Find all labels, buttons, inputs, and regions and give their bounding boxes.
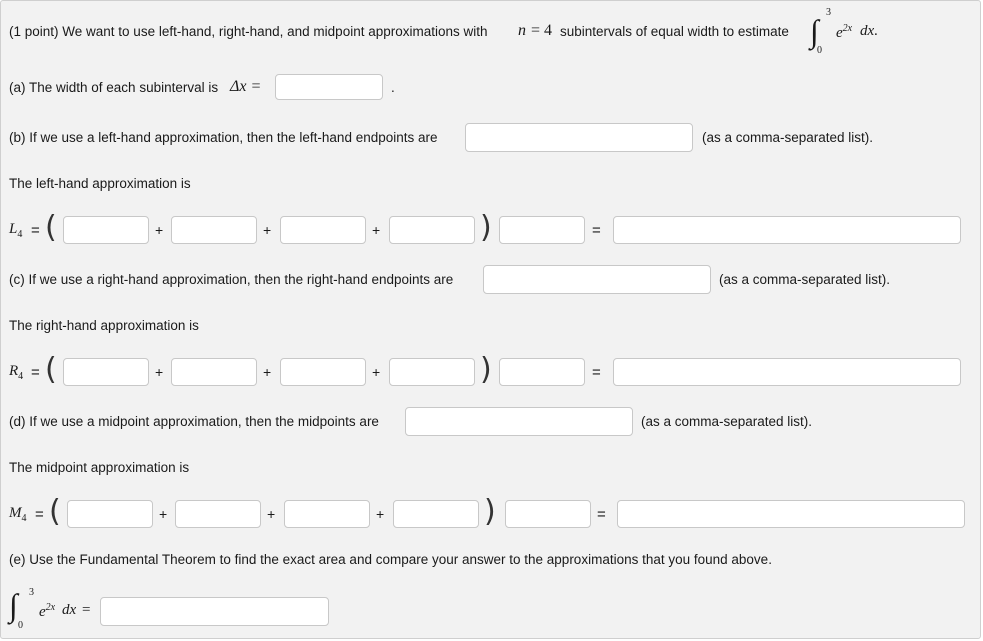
right-plus-3: + (372, 364, 381, 380)
mid-term-3-input[interactable] (284, 500, 370, 528)
integral-dx: dx (860, 23, 875, 39)
right-term-4-input[interactable] (389, 358, 475, 386)
mid-equals: = (597, 506, 606, 523)
right-approx-label: $R_4$ (9, 363, 24, 382)
integral-period: . (874, 23, 878, 39)
mid-plus-2: + (267, 506, 276, 522)
part-c-note: (as a comma-separated list). (719, 272, 891, 287)
exact-integral-dx: dx (62, 602, 77, 618)
mid-result-input[interactable] (617, 500, 965, 528)
right-approx-heading: The right-hand approximation is (9, 318, 199, 333)
mid-plus-3: + (376, 506, 385, 522)
left-plus-1: + (155, 222, 164, 238)
left-term-1-input[interactable] (63, 216, 149, 244)
left-term-2-input[interactable] (171, 216, 257, 244)
part-b-text: (b) If we use a left-hand approximation, then the left-hand endpoints are (9, 130, 438, 145)
part-d-text: (d) If we use a midpoint approximation, then the midpoints are (9, 414, 379, 429)
left-plus-3: + (372, 222, 381, 238)
left-approx-label: $L_4$ (9, 221, 23, 240)
integral-lower-limit: 0 (817, 45, 822, 56)
right-plus-1: + (155, 364, 164, 380)
left-multiplier-input[interactable] (499, 216, 585, 244)
right-approx-eq: = (31, 364, 40, 381)
left-term-4-input[interactable] (389, 216, 475, 244)
intro-n-eq: = 4 (531, 22, 553, 39)
part-b-note: (as a comma-separated list). (702, 130, 874, 145)
delta-x-input[interactable] (275, 74, 383, 100)
part-a-period: . (391, 80, 395, 95)
mid-multiplier-input[interactable] (505, 500, 591, 528)
mid-term-2-input[interactable] (175, 500, 261, 528)
right-term-1-input[interactable] (63, 358, 149, 386)
exact-integral-equals: = (82, 602, 91, 618)
left-approx-eq: = (31, 222, 40, 239)
right-close-paren: ) (480, 352, 492, 387)
left-plus-2: + (263, 222, 272, 238)
exact-integral-lower-limit: 0 (18, 620, 23, 631)
intro-text-2: subintervals of equal width to estimate (560, 24, 789, 39)
mid-open-paren: ( (49, 494, 61, 529)
part-d-note: (as a comma-separated list). (641, 414, 813, 429)
left-equals: = (592, 222, 601, 239)
mid-approx-label: $M_4$ (9, 505, 27, 524)
intro-n-var: n (518, 22, 526, 39)
part-a-text: (a) The width of each subinterval is (9, 80, 219, 95)
mid-term-4-input[interactable] (393, 500, 479, 528)
right-open-paren: ( (45, 352, 57, 387)
right-term-3-input[interactable] (280, 358, 366, 386)
part-c-text: (c) If we use a right-hand approximation, then the right-hand endpoints are (9, 272, 454, 287)
left-result-input[interactable] (613, 216, 961, 244)
right-equals: = (592, 364, 601, 381)
right-result-input[interactable] (613, 358, 961, 386)
exact-area-input[interactable] (100, 597, 329, 626)
exact-integral-upper-limit: 3 (29, 587, 34, 598)
mid-close-paren: ) (484, 494, 496, 529)
midpoints-input[interactable] (405, 407, 633, 436)
right-endpoints-input[interactable] (483, 265, 711, 294)
delta-x-label: Δx = (230, 78, 262, 95)
left-close-paren: ) (480, 210, 492, 245)
mid-plus-1: + (159, 506, 168, 522)
left-approx-heading: The left-hand approximation is (9, 176, 191, 191)
mid-approx-eq: = (35, 506, 44, 523)
right-multiplier-input[interactable] (499, 358, 585, 386)
mid-approx-heading: The midpoint approximation is (9, 460, 190, 475)
intro-text: (1 point) We want to use left-hand, right-hand, and midpoint approximations with (9, 24, 488, 39)
left-endpoints-input[interactable] (465, 123, 693, 152)
left-term-3-input[interactable] (280, 216, 366, 244)
integral-upper-limit: 3 (826, 7, 831, 18)
right-plus-2: + (263, 364, 272, 380)
integral-sign-icon: ∫ (810, 13, 819, 49)
exact-integrand: $e^{2x}$ (39, 602, 56, 620)
exact-integral-sign-icon: ∫ (9, 587, 18, 623)
part-e-text: (e) Use the Fundamental Theorem to find the exact area and compare your answer to the approximations that you found above. (9, 552, 772, 567)
left-open-paren: ( (45, 210, 57, 245)
mid-term-1-input[interactable] (67, 500, 153, 528)
right-term-2-input[interactable] (171, 358, 257, 386)
integrand: $e^{2x}$ (836, 23, 853, 41)
